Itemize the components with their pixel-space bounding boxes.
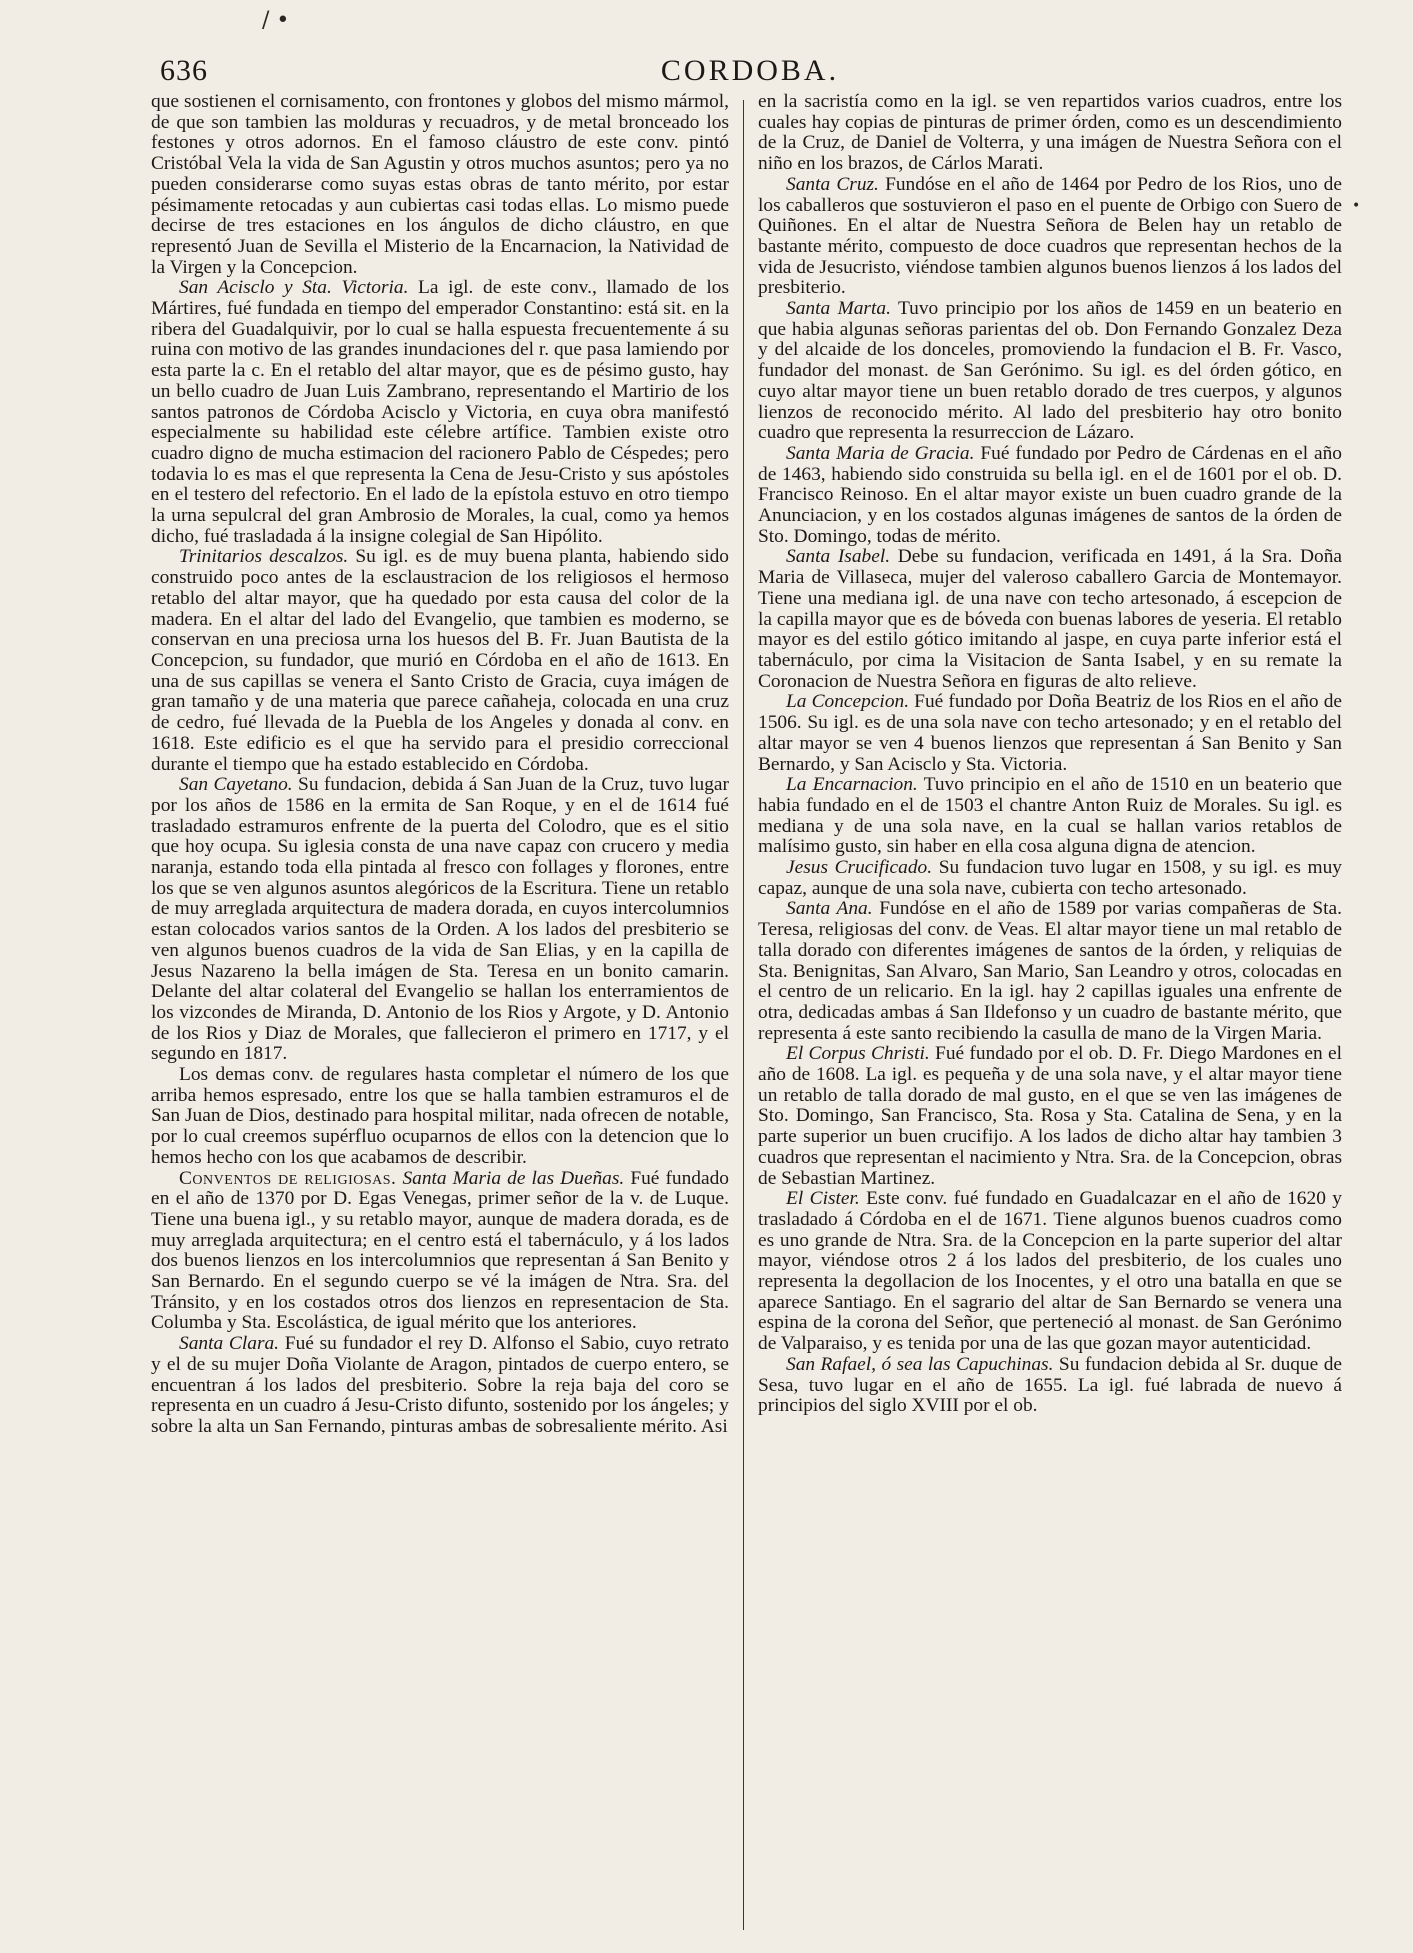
- entry-heading: Conventos de religiosas.: [179, 1167, 397, 1189]
- paragraph: [758, 858, 1342, 899]
- paragraph: [758, 175, 1342, 299]
- entry-heading: La Concepcion.: [786, 691, 910, 713]
- entry-heading: Santa Maria de Gracia.: [786, 442, 975, 464]
- entry-text: que sostienen el cornisamento, con frontones y globos del mismo mármol, de que son tambien las molduras y recuadros, y de metal bronceado los festones y otros adornos. En el famoso cláustro de este conv. pintó Cristóbal Vela la vida de San Agustin y otros muchos asuntos; pero ya no pueden considerarse como suyas estas obras de tanto mérito, por estar pésimamente retocadas y aun cubiertas casi todas ellas. Lo mismo puede decirse de tres estaciones en los ángulos de dicho cláustro, en que representó Juan de Sevilla el Misterio de la Encarnacion, la Natividad de la Virgen y la Concepcion.: [151, 92, 729, 278]
- paragraph: [758, 92, 1342, 175]
- paragraph: [151, 92, 729, 278]
- paragraph: [758, 444, 1342, 548]
- paragraph: [758, 1044, 1342, 1189]
- entry-heading: Trinitarios descalzos.: [179, 546, 349, 568]
- paragraph: [151, 1065, 729, 1169]
- entry-heading: La Encarnacion.: [786, 774, 918, 796]
- entry-text: Su fundacion, debida á San Juan de la Cruz, tuvo lugar por los años de 1586 en la ermita de San Roque, y en el de 1614 fué trasladado estramuros enfrente de la puerta del Colodro, que es el sitio que hoy ocupa. Su iglesia consta de una nave capaz con crucero y media naranja, estando toda ella pintada al fresco con follages y florones, entre los que se ven algunos asuntos alegóricos de la Escritura. Tiene un retablo de muy arreglada arquitectura de madera dorada, en cuyos intercolumnios estan colocados varios santos de la Orden. A los lados del presbiterio se ven algunos buenos cuadros de la vida de San Elias, y en la capilla de Jesus Nazareno la bella imágen de Sta. Teresa en un bonito camarin. Delante del altar colateral del Evangelio se hallan los enterramientos de los vizcondes de Miranda, D. Antonio de los Rios y Argote, y D. Antonio de los Rios y Diaz de Morales, que fallecieron el primero en 1717, y el segundo en 1817.: [151, 774, 729, 1065]
- paragraph: [151, 1334, 729, 1438]
- running-title: CORDOBA.: [660, 54, 840, 87]
- paragraph: [758, 299, 1342, 444]
- paragraph: [151, 278, 729, 547]
- ink-dot-icon: •: [1352, 198, 1361, 214]
- page-header: [160, 50, 1340, 90]
- entry-text: Su fundacion tuvo lugar en 1508, y su igl. es muy capaz, aunque de una sola nave, cubierta con techo artesonado.: [758, 857, 1342, 899]
- entry-heading: Santa Isabel.: [786, 546, 891, 568]
- paragraph: [758, 692, 1342, 775]
- entry-text: Fué fundado por Pedro de Cárdenas en el año de 1463, habiendo sido construida su bella igl. en el de 1601 por el ob. D. Francisco Reinoso. En el altar mayor existe un buen cuadro grande de la Anunciacion, y en los costados algunas imágenes de santos de la órden de Sto. Domingo, todas de mérito.: [758, 442, 1342, 547]
- page-number: 636: [160, 54, 208, 87]
- entry-text: Tuvo principio en el año de 1510 en un beaterio que habia fundado en el de 1503 el chantre Anton Ruiz de Morales. Su igl. es mediana y de una sola nave, en la cual se hallan varios retablos de malísimo gusto, sin haber en ella cosa alguna digna de atencion.: [758, 774, 1342, 858]
- entry-heading: San Cayetano.: [179, 774, 293, 796]
- entry-heading: San Acisclo y Sta. Victoria.: [179, 277, 409, 299]
- entry-text: Fué fundado en el año de 1370 por D. Egas Venegas, primer señor de la v. de Luque. Tiene una buena igl., y su retablo mayor, aunque de madera dorada, es de muy arreglada arquitectura; en el centro está el tabernáculo, y á los lados dos buenos lienzos en los intercolumnios que representan á San Benito y San Bernardo. En el segundo cuerpo se vé la imágen de Ntra. Sra. del Tránsito, y en los costados otros dos lienzos en representacion de Sta. Columba y Sta. Escolástica, de igual mérito que los anteriores.: [151, 1167, 729, 1334]
- paragraph: [151, 1169, 729, 1335]
- entry-heading: El Corpus Christi.: [786, 1043, 930, 1065]
- entry-text: Debe su fundacion, verificada en 1491, á la Sra. Doña Maria de Villaseca, mujer del valeroso caballero Garcia de Montemayor. Tiene una mediana igl. de una nave con techo artesonado, á escepcion de la capilla mayor que es de bóveda con buenas labores de yeseria. El retablo mayor es del estilo gótico imitando al jaspe, en cuya parte inferior está el tabernáculo, por cima la Visitacion de Santa Isabel, y en su remate la Coronacion de Nuestra Señora en figuras de alto relieve.: [758, 546, 1342, 692]
- entry-text: La igl. de este conv., llamado de los Mártires, fué fundada en tiempo del emperador Constantino: está sit. en la ribera del Guadalquivir, por lo cual se halla espuesta frecuentemente á su ruina con motivo de las grandes inundaciones del r. que pasa lamiendo por esta parte la c. En el retablo del altar mayor, que es de pésimo gusto, hay un bello cuadro de Juan Luis Zambrano, representando el Martirio de los santos patronos de Córdoba Acisclo y Victoria, en cuya obra manifestó especialmente su habilidad este célebre artífice. Tambien existe otro cuadro digno de mucha estimacion del racionero Pablo de Céspedes; pero todavia lo es mas el que representa la Cena de Jesu-Cristo y sus apóstoles en el testero del refectorio. En el lado de la epístola estuvo en otro tiempo la urna sepulcral del gran Ambrosio de Morales, la cual, como ya hemos dicho, fué trasladada á la insigne colegial de San Hipólito.: [151, 277, 729, 547]
- paragraph: [758, 899, 1342, 1044]
- entry-text: Tuvo principio por los años de 1459 en un beaterio en que habia algunas señoras parientas del ob. Don Fernando Gonzalez Deza y del alcaide de los donceles, promoviendo la fundacion el B. Fr. Vasco, fundador del monast. de San Gerónimo. Su igl. es del órden gótico, en cuyo altar mayor tiene un buen retablo dorado de tres cuerpos, y algunos lienzos de reconocido mérito. Al lado del presbiterio hay otro bonito cuadro que representa la resurreccion de Lázaro.: [758, 298, 1342, 444]
- entry-text: Fundóse en el año de 1464 por Pedro de los Rios, uno de los caballeros que sostuvieron el paso en el puente de Orbigo con Suero de Quiñones. En el altar de Nuestra Señora de Belen hay un retablo de bastante mérito, compuesto de doce cuadros que representan hechos de la vida de Jesucristo, viéndose tambien algunos buenos lienzos á los lados del presbiterio.: [758, 173, 1342, 299]
- entry-text: Su fundacion debida al Sr. duque de Sesa, tuvo lugar en el año de 1655. La igl. fué labrada de nuevo á principios del siglo XVIII por el ob.: [758, 1353, 1342, 1417]
- entry-text: Fué su fundador el rey D. Alfonso el Sabio, cuyo retrato y el de su mujer Doña Violante de Aragon, pintados de cuerpo entero, se encuentran á los lados del presbiterio. Sobre la reja baja del coro se representa en un cuadro á Jesu-Cristo difunto, sostenido por los ángeles; y sobre la alta un San Fernando, pinturas ambas de sobresaliente mérito. Asi: [151, 1333, 729, 1437]
- entry-text: Fué fundado por Doña Beatriz de los Rios en el año de 1506. Su igl. es de una sola nave con techo artesonado; y en el retablo del altar mayor se ven 4 buenos lienzos que representan á San Benito y San Bernardo, y San Acisclo y Sta. Victoria.: [758, 691, 1342, 775]
- paragraph: [758, 1355, 1342, 1417]
- entry-text: Fué fundado por el ob. D. Fr. Diego Mardones en el año de 1608. La igl. es pequeña y de una sola nave, y el altar mayor tiene un retablo de talla dorado de mal gusto, en el que se ven las imágenes de Sto. Domingo, San Francisco, Sta. Rosa y Sta. Catalina de Sena, y en la parte superior un buen crucifijo. A los lados de dicho altar hay tambien 3 cuadros que representan el nacimiento y Ntra. Sra. de la Concepcion, obras de Sebastian Martinez.: [758, 1043, 1342, 1189]
- entry-heading: Santa Cruz.: [786, 173, 879, 195]
- paragraph: [151, 547, 729, 775]
- left-column: [151, 92, 729, 1937]
- entry-text: Fundóse en el año de 1589 por varias compañeras de Sta. Teresa, religiosas del conv. de Veas. El altar mayor tiene un mal retablo de talla dorado con diferentes imágenes de santos de la órden, y reliquias de Sta. Benignitas, San Alvaro, San Mario, San Leandro y otros, colocadas en el centro de un relicario. En la igl. hay 2 capillas iguales una enfrente de otra, dedicadas ambas á San Ildefonso y un cuadro de bastante mérito, que representa á este santo recibiendo la casulla de mano de la Virgen Maria.: [758, 898, 1342, 1044]
- entry-heading: Santa Clara.: [179, 1333, 280, 1355]
- right-column: [758, 92, 1342, 1937]
- paragraph: [151, 775, 729, 1065]
- entry-text: Los demas conv. de regulares hasta completar el número de los que arriba hemos espresado, entre los que se halla tambien estramuros el de San Juan de Dios, destinado para hospital militar, nada ofrecen de notable, por lo cual creemos supérfluo ocuparnos de ellos con la detencion que lo hemos hecho con los que acabamos de describir.: [151, 1064, 729, 1168]
- ink-mark-icon: / •: [262, 8, 290, 33]
- entry-text: Su igl. es de muy buena planta, habiendo sido construido poco antes de la esclaustracion de los religiosos el hermoso retablo del altar mayor, que ha quedado por esta causa del color de la madera. En el altar del lado del Evangelio, que tambien es moderno, se conservan en una preciosa urna los huesos del B. Fr. Juan Bautista de la Concepcion, su fundador, que murió en Córdoba en el año de 1613. En una de sus capillas se venera el Santo Cristo de Gracia, cuya imágen de gran tamaño y de una materia que parece cañaheja, colocada en una cruz de cedro, fué llevada de la Puebla de los Angeles y donada al conv. en 1618. Este edificio es el que ha servido para el presidio correccional durante el tiempo que ha estado establecido en Córdoba.: [151, 546, 729, 775]
- entry-heading: Jesus Crucificado.: [786, 857, 933, 879]
- entry-text: Este conv. fué fundado en Guadalcazar en el año de 1620 y trasladado á Córdoba en el de 1671. Tiene algunos buenos cuadros como es uno grande de Ntra. Sra. de la Concepcion en la parte superior del altar mayor, viéndose otros 2 á los lados del presbiterio, de los cuales uno representa la degollacion de los Inocentes, y el otro una batalla en que se aparece Santiago. En el sagrario del altar de San Bernardo se venera una espina de la corona del Señor, que perteneció al monast. de San Gerónimo de Valparaiso, y es tenida por una de las que gozan mayor autenticidad.: [758, 1188, 1342, 1355]
- entry-heading: Santa Marta.: [786, 298, 891, 320]
- paragraph: [758, 775, 1342, 858]
- paragraph: [758, 1189, 1342, 1355]
- paragraph: [758, 547, 1342, 692]
- column-divider: [743, 100, 744, 1930]
- entry-heading: El Cister.: [786, 1188, 860, 1210]
- entry-subheading: Santa Maria de las Dueñas.: [402, 1167, 625, 1189]
- entry-heading: San Rafael, ó sea las Capuchinas.: [786, 1353, 1054, 1375]
- entry-heading: Santa Ana.: [786, 898, 873, 920]
- entry-text: en la sacristía como en la igl. se ven repartidos varios cuadros, entre los cuales hay copias de pinturas de primer órden, como es un descendimiento de la Cruz, de Daniel de Volterra, y una imágen de Nuestra Señora con el niño en los brazos, de Cárlos Marati.: [758, 92, 1342, 175]
